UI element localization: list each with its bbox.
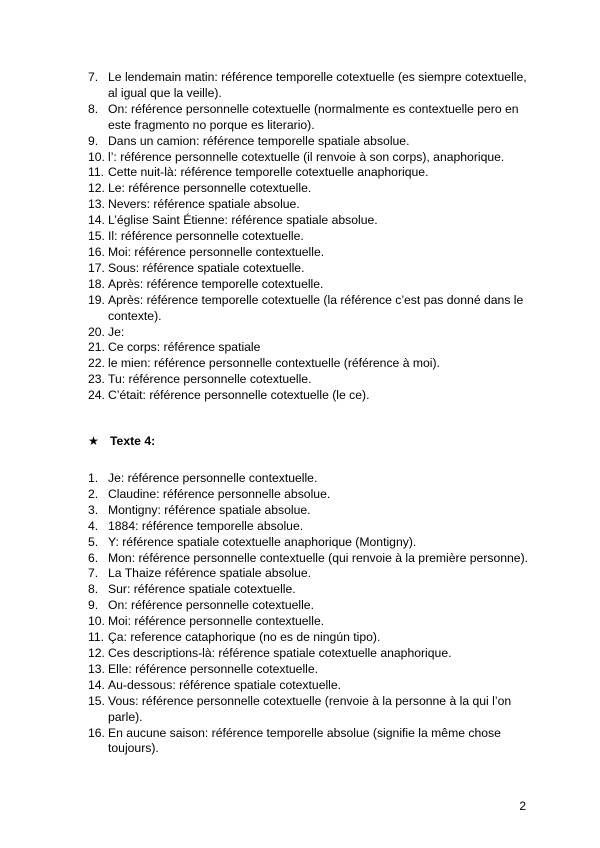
list-item-number: 11. <box>88 165 105 180</box>
list-item-number: 8. <box>88 101 99 116</box>
list-item-text: Le: référence personnelle cotextuelle. <box>108 181 312 196</box>
reference-list-continued <box>88 70 538 404</box>
list-item-number: 23. <box>88 372 105 387</box>
reference-list-texte-4 <box>88 471 538 757</box>
list-item-number: 21. <box>88 340 105 355</box>
section-heading-texte-4 <box>88 433 155 449</box>
list-item <box>88 134 538 150</box>
list-item <box>88 551 538 567</box>
list-item-number: 2. <box>88 486 99 501</box>
list-item-text: Tu: référence personnelle cotextuelle. <box>108 372 312 387</box>
list-item-text: Après: référence temporelle cotextuelle. <box>108 276 324 291</box>
list-item <box>88 340 538 356</box>
list-item-number: 24. <box>88 388 105 403</box>
list-item <box>88 150 538 166</box>
list-item-number: 12. <box>88 645 105 660</box>
list-item-number: 15. <box>88 229 105 244</box>
list-item-number: 15. <box>88 693 105 708</box>
list-item-number: 7. <box>88 566 99 581</box>
list-item-text: La Thaize référence spatiale absolue. <box>108 566 312 581</box>
list-item <box>88 566 538 582</box>
list-item-number: 13. <box>88 661 105 676</box>
list-item-number: 11. <box>88 630 105 645</box>
list-item <box>88 213 538 229</box>
list-item-text: Ce corps: référence spatiale <box>108 340 261 355</box>
list-item-text: Après: référence temporelle cotextuelle (la référence c’est pas donné dans le contexte). <box>108 292 524 323</box>
list-item-number: 20. <box>88 324 105 339</box>
list-item <box>88 388 538 404</box>
list-item <box>88 165 538 181</box>
list-item-number: 8. <box>88 582 99 597</box>
list-item-text: Je: <box>108 324 125 339</box>
list-item-text: Le lendemain matin: référence temporelle cotextuelle (es siempre cotextuelle, al igual que la veille). <box>108 70 527 100</box>
list-item-number: 18. <box>88 276 105 291</box>
list-item-text: Au-dessous: référence spatiale cotextuelle. <box>108 677 342 692</box>
list-item <box>88 70 538 102</box>
list-item-number: 12. <box>88 181 105 196</box>
list-item-text: On: référence personnelle cotextuelle (normalmente es contextuelle pero en este fragmento no porque es literario). <box>108 101 519 132</box>
list-item-text: Sous: référence spatiale cotextuelle. <box>108 260 305 275</box>
list-item-text: Cette nuit-là: référence temporelle cotextuelle anaphorique. <box>108 165 429 180</box>
list-item <box>88 614 538 630</box>
list-item-text: 1884: référence temporelle absolue. <box>108 518 304 533</box>
list-item-number: 3. <box>88 502 99 517</box>
list-item <box>88 325 538 341</box>
list-item <box>88 678 538 694</box>
list-item-text: Elle: référence personnelle cotextuelle. <box>108 661 319 676</box>
list-item-text: Je: référence personnelle contextuelle. <box>108 471 318 485</box>
list-item-text: Moi: référence personnelle contextuelle. <box>108 244 325 259</box>
list-item-number: 10. <box>88 149 105 164</box>
list-item-text: Vous: référence personnelle cotextuelle (renvoie à la personne à la qui l’on parle). <box>108 693 512 724</box>
list-item-number: 14. <box>88 213 105 228</box>
list-item-number: 13. <box>88 197 105 212</box>
list-item-text: Y: référence spatiale cotextuelle anaphorique (Montigny). <box>108 534 417 549</box>
list-item-text: C’était: référence personnelle cotextuelle (le ce). <box>108 388 370 403</box>
list-item-text: Claudine: référence personnelle absolue. <box>108 486 331 501</box>
list-item <box>88 277 538 293</box>
list-item-text: L’église Saint Étienne: référence spatiale absolue. <box>108 213 378 228</box>
list-item <box>88 471 538 487</box>
list-item-text: l’: référence personnelle cotextuelle (il renvoie à son corps), anaphorique. <box>108 149 505 164</box>
page-number: 2 <box>519 799 526 813</box>
list-item <box>88 197 538 213</box>
list-item-number: 17. <box>88 260 105 275</box>
list-item <box>88 356 538 372</box>
list-item-number: 16. <box>88 244 105 259</box>
list-item-text: Dans un camion: référence temporelle spatiale absolue. <box>108 133 410 148</box>
list-item <box>88 646 538 662</box>
list-item <box>88 726 538 758</box>
star-icon: ★ <box>88 434 99 448</box>
list-item-number: 9. <box>88 133 99 148</box>
list-item <box>88 261 538 277</box>
list-item-number: 6. <box>88 550 99 565</box>
list-item-number: 7. <box>88 70 99 84</box>
list-item <box>88 519 538 535</box>
list-item-text: Moi: référence personnelle contextuelle. <box>108 614 325 629</box>
list-item <box>88 598 538 614</box>
list-item <box>88 181 538 197</box>
list-item-text: Ces descriptions-là: référence spatiale cotextuelle anaphorique. <box>108 645 452 660</box>
list-item-number: 16. <box>88 725 105 740</box>
list-item-number: 1. <box>88 471 99 485</box>
list-item <box>88 245 538 261</box>
list-item <box>88 630 538 646</box>
list-item-text: En aucune saison: référence temporelle absolue (signifie la même chose toujours). <box>108 725 501 756</box>
list-item <box>88 694 538 726</box>
list-item-number: 14. <box>88 677 105 692</box>
list-item <box>88 229 538 245</box>
list-item-text: Montigny: référence spatiale absolue. <box>108 502 311 517</box>
list-item <box>88 503 538 519</box>
list-item-text: On: référence personnelle cotextuelle. <box>108 598 314 613</box>
list-item-number: 22. <box>88 356 105 371</box>
list-item-number: 5. <box>88 534 99 549</box>
list-item <box>88 662 538 678</box>
list-item <box>88 582 538 598</box>
list-item <box>88 372 538 388</box>
list-item-text: Ça: reference cataphorique (no es de ningún tipo). <box>108 630 381 645</box>
list-item-text: Mon: référence personnelle contextuelle (qui renvoie à la première personne). <box>108 550 529 565</box>
section-heading-label: Texte 4: <box>110 434 156 448</box>
list-item <box>88 102 538 134</box>
list-item <box>88 293 538 325</box>
list-item-text: le mien: référence personnelle contextuelle (référence à moi). <box>108 356 440 371</box>
list-item <box>88 535 538 551</box>
list-item-number: 9. <box>88 598 99 613</box>
list-item-number: 19. <box>88 292 105 307</box>
list-item <box>88 487 538 503</box>
list-item-text: Il: référence personnelle cotextuelle. <box>108 229 304 244</box>
list-item-number: 10. <box>88 614 105 629</box>
list-item-text: Nevers: référence spatiale absolue. <box>108 197 300 212</box>
list-item-number: 4. <box>88 518 99 533</box>
list-item-text: Sur: référence spatiale cotextuelle. <box>108 582 296 597</box>
